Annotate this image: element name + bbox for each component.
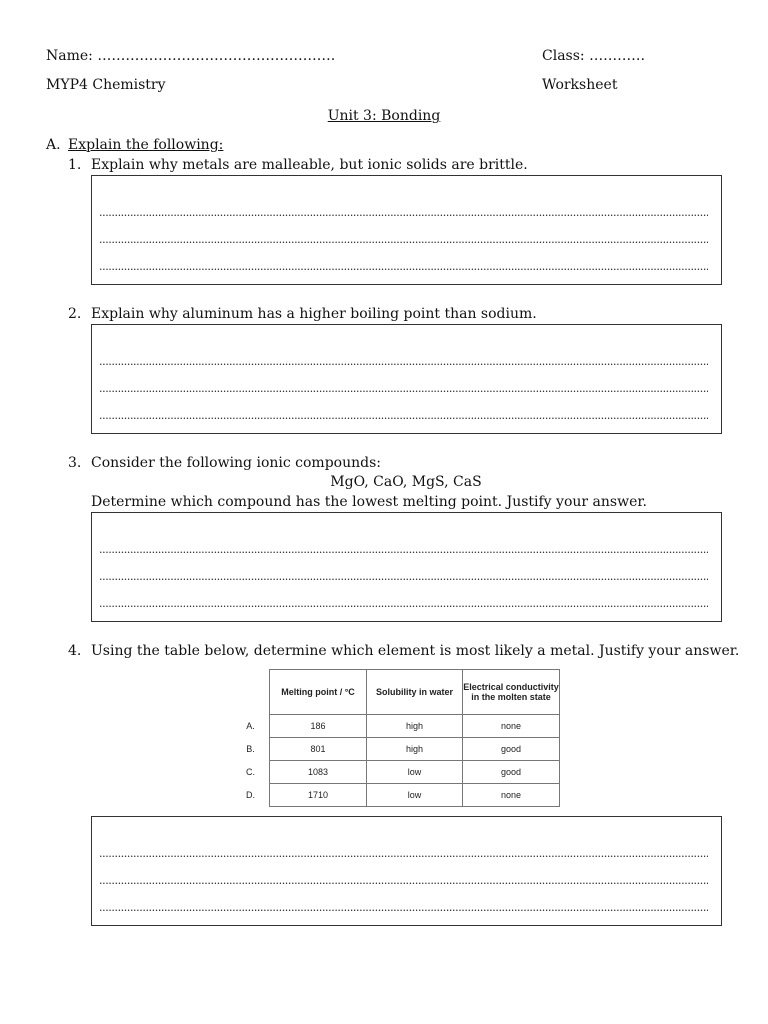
answer-line (99, 599, 708, 609)
question-text: Explain why aluminum has a higher boiling point than sodium. (91, 306, 537, 322)
element-properties-table (232, 669, 560, 807)
question-text: Using the table below, determine which element is most likely a metal. Justify your answer. (91, 643, 740, 659)
answer-line (99, 208, 708, 218)
row-label: C. (246, 767, 255, 777)
row-label: A. (246, 721, 255, 731)
page-title: Unit 3: Bonding (327, 108, 441, 124)
answer-line (99, 357, 708, 367)
doc-type-label: Worksheet (542, 77, 618, 93)
solubility-cell: low (367, 784, 463, 807)
solubility-cell: high (367, 738, 463, 761)
melting-point-cell: 801 (270, 738, 367, 761)
answer-line (99, 235, 708, 245)
question-text: Consider the following ionic compounds: (91, 455, 381, 471)
answer-line (99, 876, 708, 886)
table-row (232, 784, 560, 807)
question-text: Explain why metals are malleable, but ionic solids are brittle. (91, 157, 528, 173)
answer-line (99, 545, 708, 555)
answer-line (99, 572, 708, 582)
answer-line (99, 411, 708, 421)
answer-line (99, 262, 708, 272)
column-header: Melting point / °C (270, 670, 367, 715)
table-row (232, 715, 560, 738)
conductivity-cell: none (463, 784, 560, 807)
solubility-cell: high (367, 715, 463, 738)
answer-box-1[interactable] (91, 175, 722, 285)
answer-line (99, 384, 708, 394)
name-field[interactable]: Name: …………………………………………… (46, 48, 336, 64)
column-header: Solubility in water (367, 670, 463, 715)
melting-point-cell: 1083 (270, 761, 367, 784)
answer-box-4[interactable] (91, 816, 722, 926)
class-field[interactable]: Class: ………… (542, 48, 646, 64)
course-label: MYP4 Chemistry (46, 77, 166, 93)
table-row (232, 761, 560, 784)
section-letter: A. (46, 137, 61, 153)
conductivity-cell: good (463, 761, 560, 784)
answer-line (99, 849, 708, 859)
melting-point-cell: 1710 (270, 784, 367, 807)
question-number: 1. (68, 157, 82, 173)
table-header-row (232, 670, 560, 715)
compound-list: MgO, CaO, MgS, CaS (330, 474, 482, 490)
column-header: Electrical conductivity in the molten state (463, 670, 560, 715)
melting-point-cell: 186 (270, 715, 367, 738)
table-row (232, 738, 560, 761)
answer-line (99, 903, 708, 913)
question-number: 3. (68, 455, 82, 471)
conductivity-cell: good (463, 738, 560, 761)
question-followup: Determine which compound has the lowest melting point. Justify your answer. (91, 494, 647, 510)
answer-box-3[interactable] (91, 512, 722, 622)
row-label: D. (246, 790, 255, 800)
question-number: 4. (68, 643, 82, 659)
solubility-cell: low (367, 761, 463, 784)
section-heading: Explain the following: (68, 137, 224, 153)
question-number: 2. (68, 306, 82, 322)
conductivity-cell: none (463, 715, 560, 738)
row-label: B. (246, 744, 255, 754)
answer-box-2[interactable] (91, 324, 722, 434)
